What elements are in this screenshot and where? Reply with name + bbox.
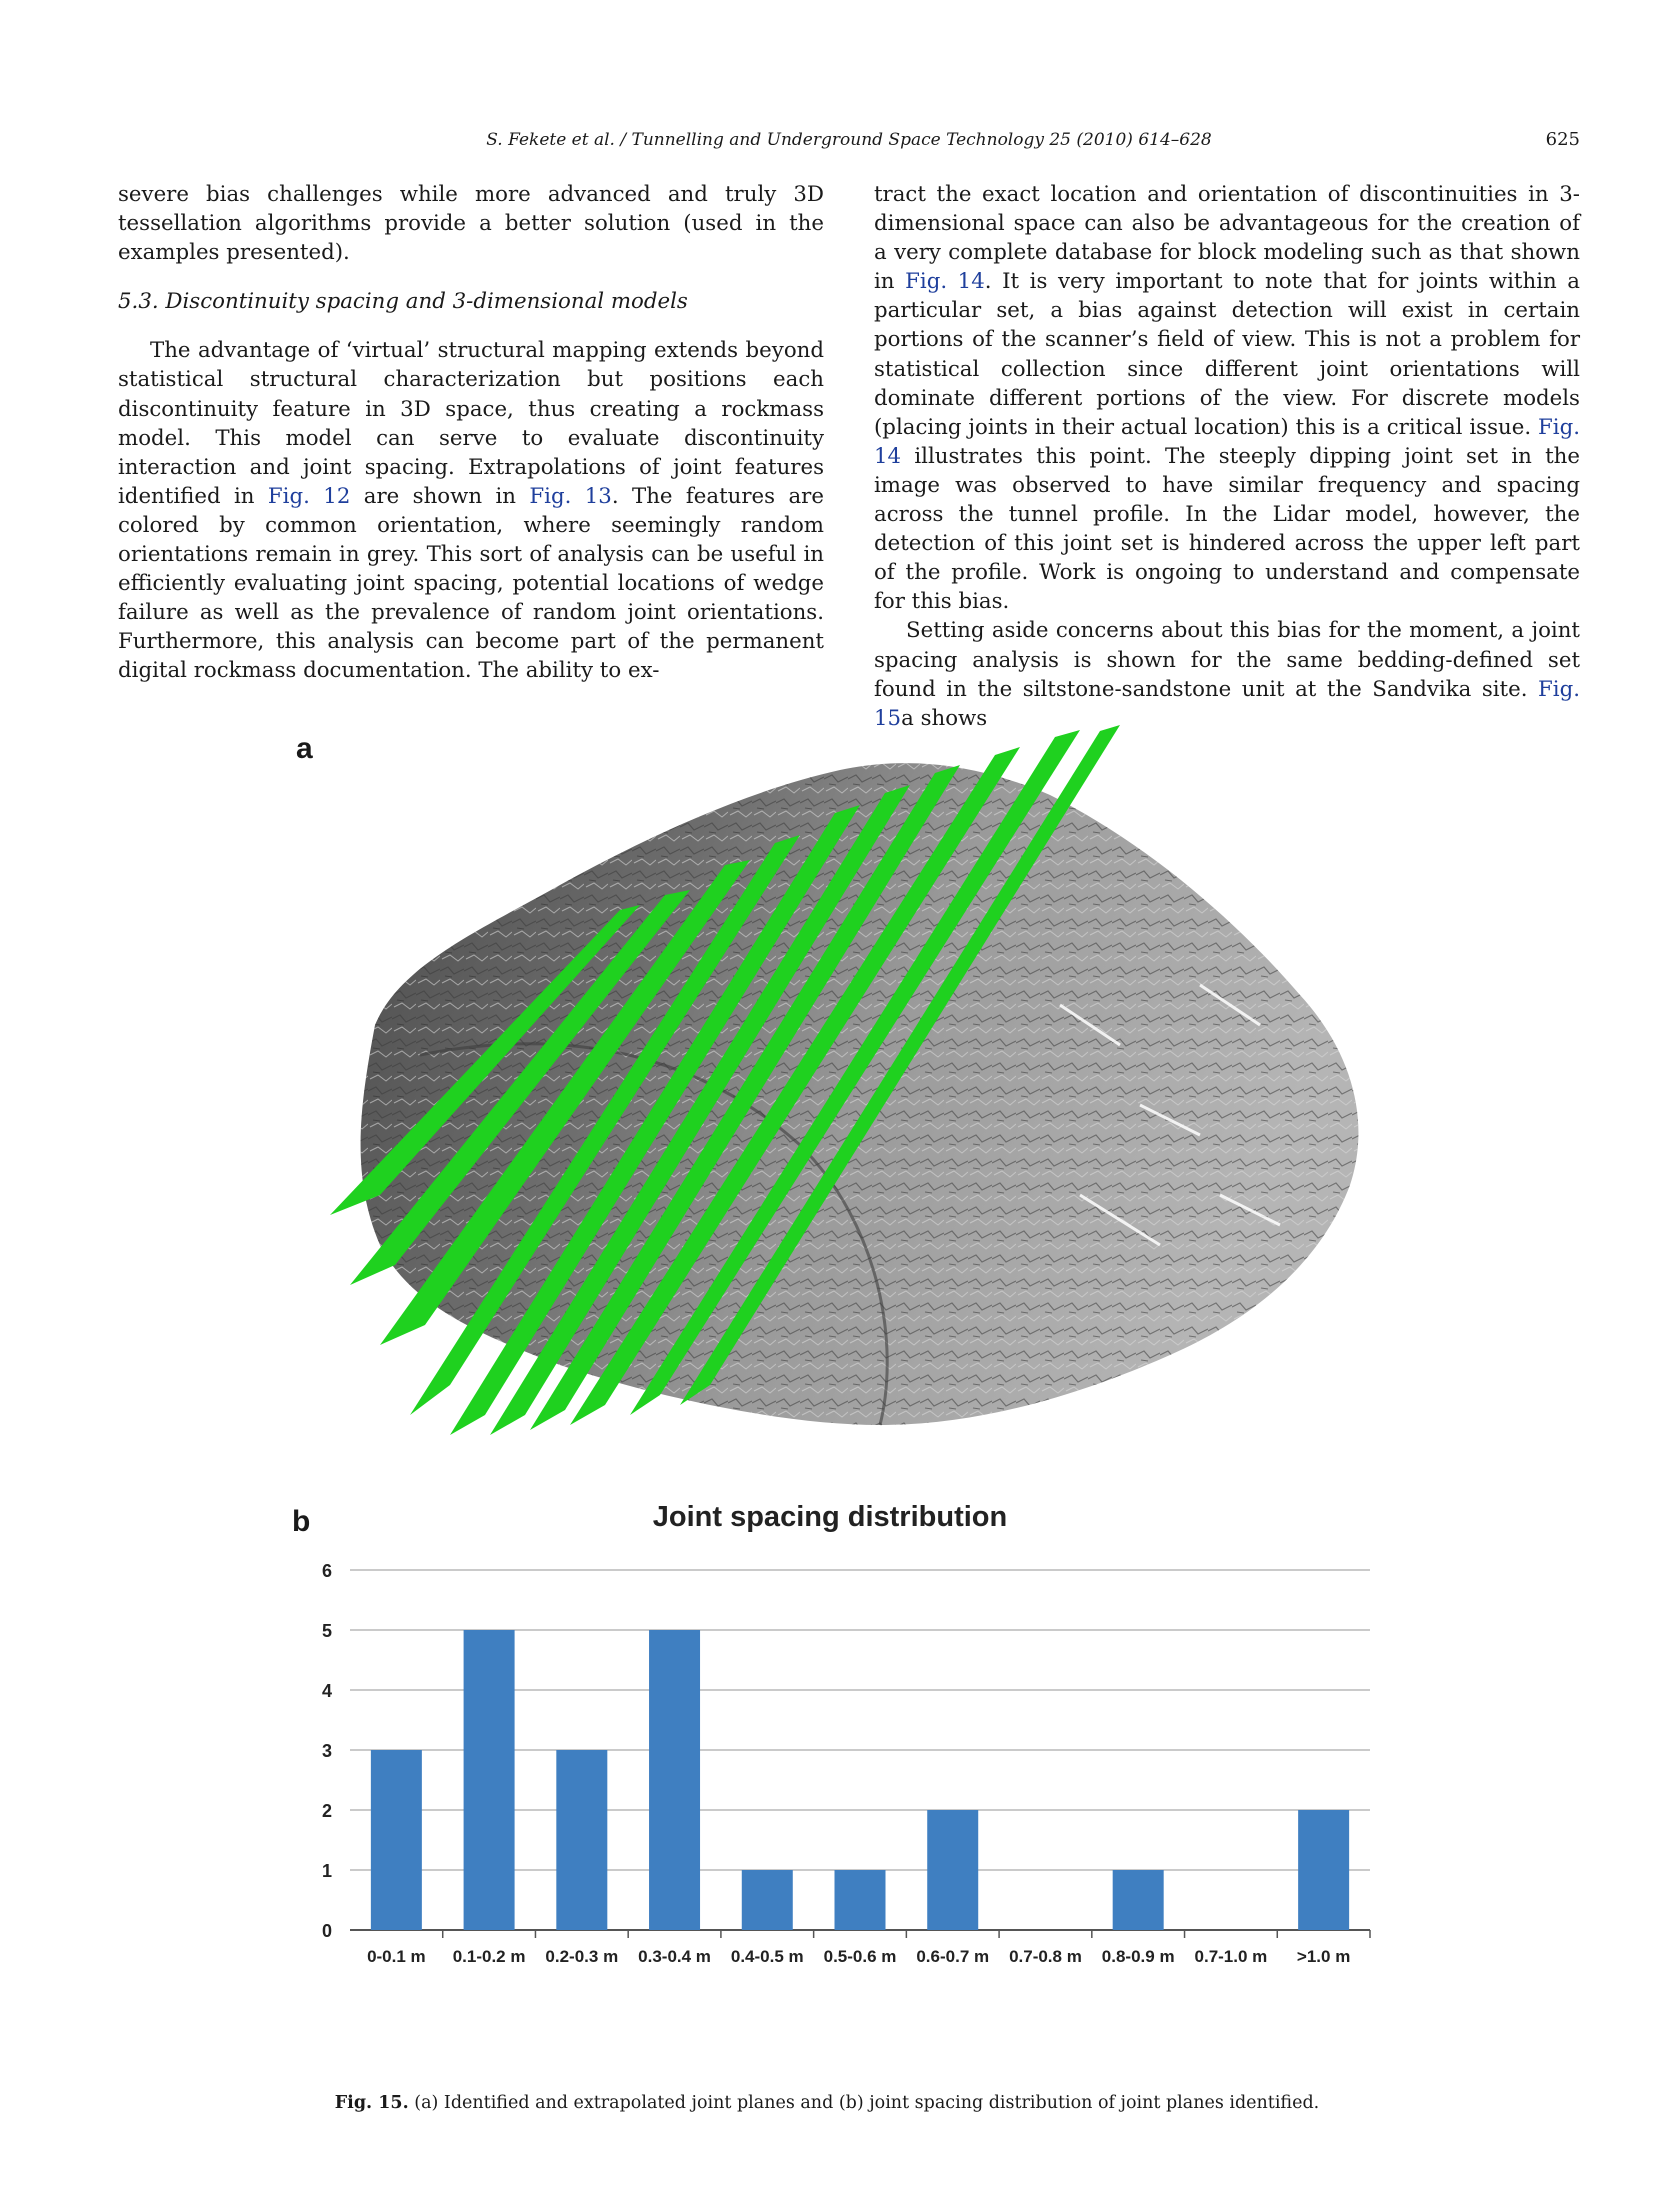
figure-link[interactable]: Fig. 13 — [529, 483, 612, 509]
x-tick-label: 0.4-0.5 m — [730, 1947, 804, 1966]
x-tick-label: 0.1-0.2 m — [452, 1947, 526, 1966]
text-run: The advantage of ‘virtual’ structural mapping extends beyond statistical structural characterization but positions each discontinuity feature in 3D space, thus creating a rockmass model. This model can serve to evaluate discontinuity interaction and joint spacing. Extrapolations of joint features identified in — [118, 338, 824, 509]
x-tick-label: 0.5-0.6 m — [823, 1947, 897, 1966]
bar — [464, 1630, 515, 1930]
caption-label: Fig. 15. — [334, 2093, 409, 2113]
y-tick-label: 1 — [321, 1861, 332, 1881]
paragraph: severe bias challenges while more advanced and truly 3D tessellation algorithms provide a better solution (used in the examples presented). — [118, 182, 824, 266]
x-tick-label: 0.8-0.9 m — [1101, 1947, 1175, 1966]
caption-text: (a) Identified and extrapolated joint planes and (b) joint spacing distribution of joint planes identified. — [408, 2093, 1320, 2113]
text-run: a shows — [901, 705, 988, 731]
bar — [371, 1750, 422, 1930]
y-tick-label: 5 — [321, 1621, 332, 1641]
figure-caption — [0, 2093, 1654, 2113]
x-tick-label: >1.0 m — [1296, 1947, 1351, 1966]
x-tick-label: 0-0.1 m — [367, 1947, 426, 1966]
left-column — [118, 180, 824, 686]
figure-link[interactable]: Fig. 15 — [874, 676, 1580, 731]
figure-link[interactable]: Fig. 14 — [874, 414, 1580, 469]
y-tick-label: 0 — [321, 1921, 332, 1941]
y-tick-label: 4 — [321, 1681, 332, 1701]
paragraph — [874, 616, 1580, 732]
section-heading: 5.3. Discontinuity spacing and 3-dimensional models — [118, 289, 688, 315]
x-tick-label: 0.7-1.0 m — [1194, 1947, 1268, 1966]
y-tick-label: 2 — [321, 1801, 332, 1821]
bar — [1298, 1810, 1349, 1930]
y-tick-label: 3 — [321, 1741, 332, 1761]
text-run: tract the exact location and orientation of discontinuities in 3-dimensional space can also be advantageous for the creation of a very complete database for block modeling such as that shown in — [874, 182, 1580, 295]
rock-model-image — [320, 725, 1420, 1470]
bar — [742, 1870, 793, 1930]
bar — [835, 1870, 886, 1930]
right-column — [874, 180, 1580, 733]
y-tick-label: 6 — [321, 1561, 332, 1581]
bar — [927, 1810, 978, 1930]
x-tick-label: 0.2-0.3 m — [545, 1947, 619, 1966]
panel-b-label: b — [292, 1505, 311, 1538]
paragraph — [118, 336, 824, 685]
journal-citation: S. Fekete et al. / Tunnelling and Underground Space Technology 25 (2010) 614–628 — [486, 130, 1212, 150]
figure-link[interactable]: Fig. 12 — [267, 483, 351, 509]
bar — [556, 1750, 607, 1930]
chart-title: Joint spacing distribution — [652, 1501, 1008, 1533]
x-tick-label: 0.7-0.8 m — [1009, 1947, 1082, 1966]
text-run: illustrates this point. The steeply dipping joint set in the image was observed to have similar frequency and spacing across the tunnel profile. In the Lidar model, however, the detection of this joint set is hindered across the upper left part of the profile. Work is ongoing to understand and compensate for this bias. — [874, 443, 1580, 615]
bar — [649, 1630, 700, 1930]
text-run: . The features are colored by common orientation, where seemingly random orientations remain in grey. This sort of analysis can be useful in efficiently evaluating joint spacing, potential locations of wedge failure as well as the prevalence of random joint orientations. Furthermore, this analysis can become part of the permanent digital rockmass documentation. The ability to ex- — [118, 483, 824, 684]
x-tick-label: 0.6-0.7 m — [916, 1947, 990, 1966]
joint-spacing-chart — [290, 1490, 1410, 2050]
text-run: are shown in — [350, 483, 530, 509]
bar — [1113, 1870, 1164, 1930]
figure-link[interactable]: Fig. 14 — [905, 269, 985, 295]
panel-a-label: a — [296, 732, 313, 765]
running-head — [118, 128, 1580, 158]
x-tick-label: 0.3-0.4 m — [638, 1947, 711, 1966]
text-run: Setting aside concerns about this bias for the moment, a joint spacing analysis is shown for the same bedding-defined set found in the siltstone-sandstone unit at the Sandvika site. — [874, 618, 1580, 702]
paragraph — [874, 180, 1580, 616]
page-number: 625 — [1545, 129, 1580, 150]
text-run: . It is very important to note that for joints within a particular set, a bias against detection will exist in certain portions of the scanner’s field of view. This is not a problem for statistical collection since different joint orientations will dominate different portions of the view. For discrete models (placing joints in their actual location) this is a critical issue. — [874, 269, 1580, 440]
